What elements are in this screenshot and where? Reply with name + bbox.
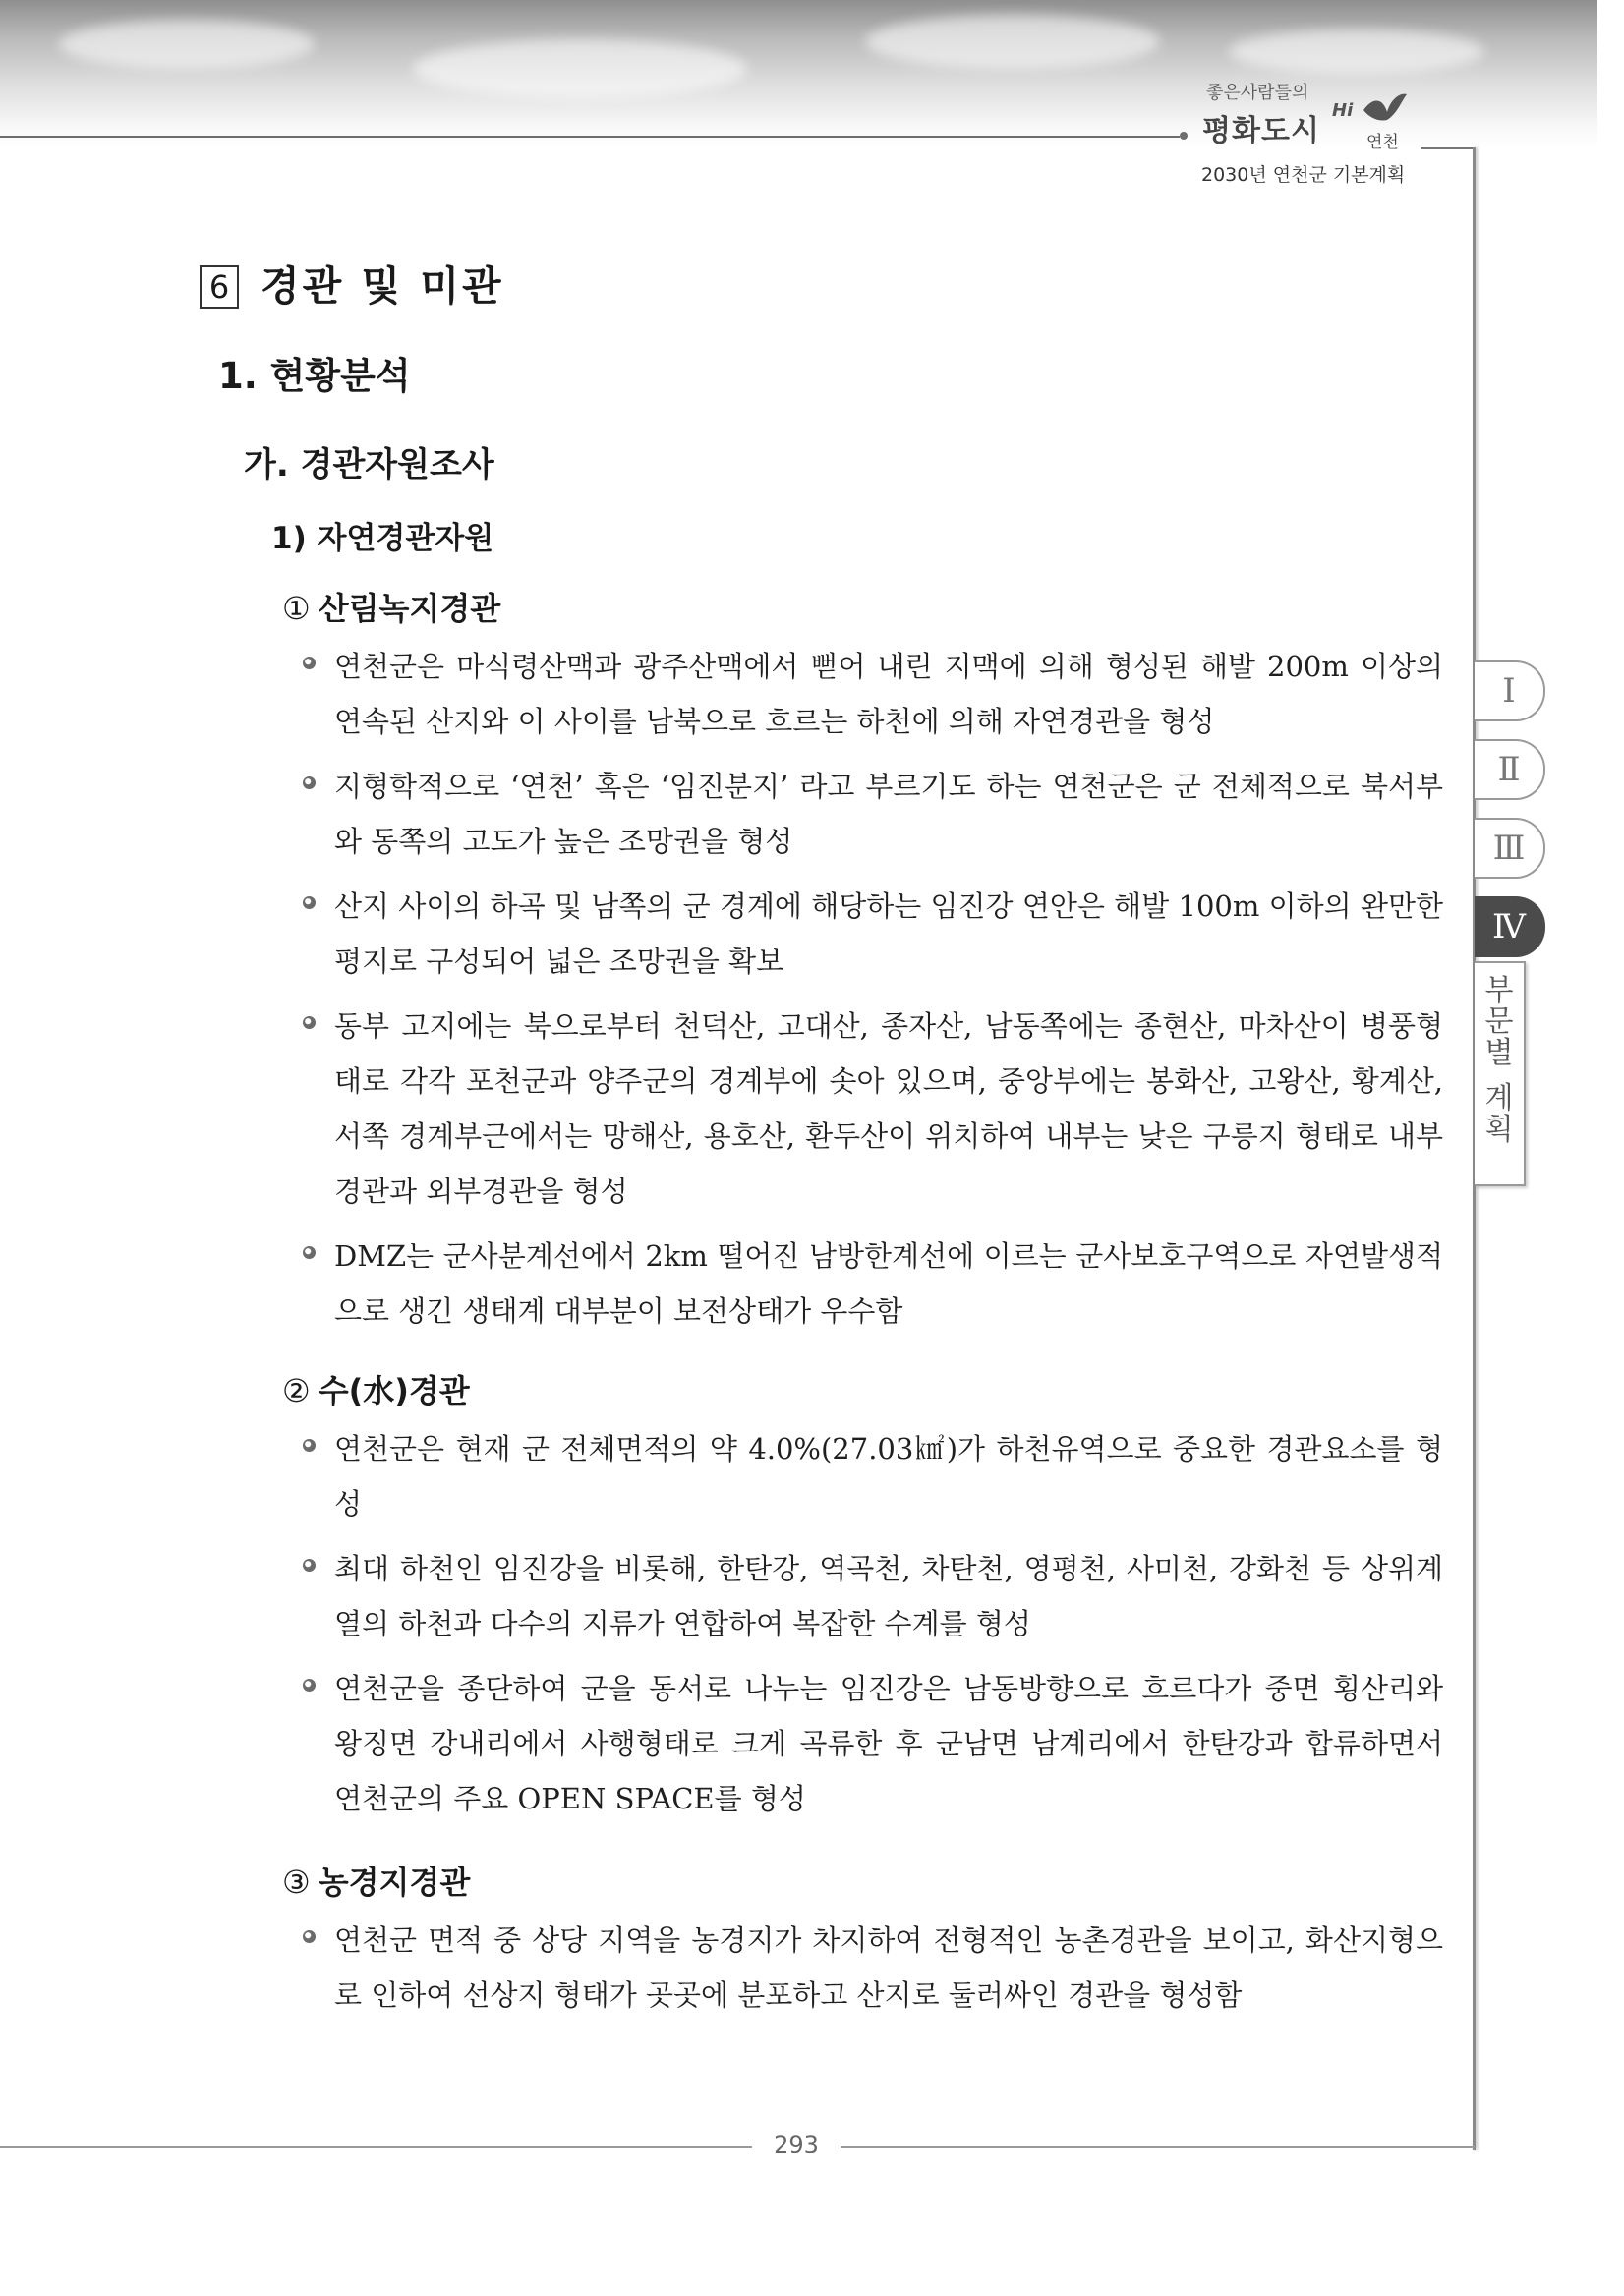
chapter-label-char: 계 bbox=[1484, 1081, 1514, 1116]
page-number: 293 bbox=[774, 2131, 819, 2158]
subsection-number: ② bbox=[282, 1372, 311, 1409]
city-logo bbox=[1194, 77, 1425, 155]
bullet-icon bbox=[303, 1559, 316, 1572]
section-number: 6 bbox=[200, 265, 239, 309]
subsection-title: 수(水)경관 bbox=[318, 1372, 470, 1409]
bullet-item bbox=[303, 1229, 1443, 1339]
bullet-icon bbox=[303, 776, 316, 789]
subsection-heading bbox=[282, 1366, 470, 1411]
subsection-title: 농경지경관 bbox=[318, 1864, 471, 1901]
footer-rule bbox=[841, 2146, 1475, 2148]
bullet-text: 산지 사이의 하곡 및 남쪽의 군 경계에 해당하는 임진강 연안은 해발 100m 이하의 완만한 평지로 구성되어 넓은 조망권을 확보 bbox=[334, 890, 1443, 978]
footer-rule bbox=[0, 2146, 752, 2148]
cloud-decoration bbox=[865, 15, 1160, 69]
bullet-text: 연천군은 현재 군 전체면적의 약 4.0%(27.03㎢)가 하천유역으로 중요한 경관요소를 형성 bbox=[334, 1432, 1443, 1521]
bullet-text: 연천군을 종단하여 군을 동서로 나누는 임진강은 남동방향으로 흐르다가 중면 횡산리와 왕징면 강내리에서 사행형태로 크게 곡류한 후 군남면 남계리에서 한탄강과 합류하면서 연천군의 주요 OPEN SPACE를 형성 bbox=[334, 1672, 1443, 1815]
chapter-tab-1[interactable]: Ⅰ bbox=[1475, 660, 1545, 721]
chapter-tab-4[interactable]: Ⅳ bbox=[1475, 896, 1545, 957]
chapter-label-char: 획 bbox=[1484, 1113, 1514, 1147]
cloud-decoration bbox=[413, 39, 747, 98]
bullet-item bbox=[303, 1541, 1443, 1651]
chapter-label-char: 별 bbox=[1484, 1036, 1514, 1070]
cloud-decoration bbox=[1229, 29, 1484, 74]
section-title: 경관 및 미관 bbox=[261, 262, 504, 310]
bullet-text: 최대 하천인 임진강을 비롯해, 한탄강, 역곡천, 차탄천, 영평천, 사미천, 강화천 등 상위계열의 하천과 다수의 지류가 연합하여 복잡한 수계를 형성 bbox=[334, 1552, 1443, 1640]
bullet-text: DMZ는 군사분계선에서 2km 떨어진 남방한계선에 이르는 군사보호구역으로 자연발생적으로 생긴 생태계 대부분이 보전상태가 우수함 bbox=[334, 1239, 1443, 1328]
chapter-label bbox=[1475, 961, 1526, 1186]
bullet-icon bbox=[303, 1930, 316, 1943]
bullet-icon bbox=[303, 896, 316, 909]
header-rule-dot bbox=[1180, 132, 1188, 140]
bullet-item bbox=[303, 879, 1443, 989]
subsection-heading bbox=[282, 584, 500, 629]
bullet-text: 동부 고지에는 북으로부터 천덕산, 고대산, 종자산, 남동쪽에는 종현산, 마차산이 병풍형태로 각각 포천군과 양주군의 경계부에 솟아 있으며, 중앙부에는 봉화산, 고왕산, 황계산, 서쪽 경계부근에서는 망해산, 용호산, 환두산이 위치하여 내부는 낮은 구릉지 형태로 내부경관과 외부경관을 형성 bbox=[334, 1009, 1443, 1208]
chapter-tab-3[interactable]: Ⅲ bbox=[1475, 818, 1545, 879]
bullet-item bbox=[303, 1661, 1443, 1826]
logo-slogan: 좋은사람들의 bbox=[1206, 83, 1309, 103]
bird-icon bbox=[1360, 88, 1409, 128]
logo-hi: Hi bbox=[1332, 100, 1354, 121]
subsection-heading bbox=[282, 1858, 470, 1903]
subsection-number: ① bbox=[282, 590, 311, 627]
frame-top-line bbox=[1421, 147, 1475, 149]
logo-peace-city: 평화도시 bbox=[1202, 114, 1320, 148]
chapter-label-char: 문 bbox=[1484, 1004, 1514, 1039]
header-rule bbox=[0, 136, 1180, 138]
bullet-icon bbox=[303, 657, 316, 669]
bullet-item bbox=[303, 1421, 1443, 1531]
bullet-item bbox=[303, 639, 1443, 749]
section-heading bbox=[200, 254, 504, 312]
bullet-icon bbox=[303, 1679, 316, 1692]
bullet-item bbox=[303, 1913, 1443, 2023]
bullet-item bbox=[303, 999, 1443, 1219]
bullet-text: 연천군 면적 중 상당 지역을 농경지가 차지하여 전형적인 농촌경관을 보이고, 화산지형으로 인하여 선상지 형태가 곳곳에 분포하고 산지로 둘러싸인 경관을 형성함 bbox=[334, 1923, 1443, 2012]
heading-level-1: 1. 현황분석 bbox=[218, 355, 411, 397]
bullet-icon bbox=[303, 1439, 316, 1452]
bullet-item bbox=[303, 759, 1443, 869]
subsection-title: 산림녹지경관 bbox=[318, 590, 501, 627]
chapter-tab-2[interactable]: Ⅱ bbox=[1475, 739, 1545, 800]
plan-title: 2030년 연천군 기본계획 bbox=[1201, 164, 1406, 186]
bullet-text: 지형학적으로 ‘연천’ 혹은 ‘임진분지’ 라고 부르기도 하는 연천군은 군 전체적으로 북서부와 동쪽의 고도가 높은 조망권을 형성 bbox=[334, 770, 1443, 858]
heading-level-3: 1) 자연경관자원 bbox=[271, 521, 494, 556]
chapter-label-char: 부 bbox=[1484, 973, 1514, 1007]
bullet-text: 연천군은 마식령산맥과 광주산맥에서 뻗어 내린 지맥에 의해 형성된 해발 200m 이상의 연속된 산지와 이 사이를 남북으로 흐르는 하천에 의해 자연경관을 형성 bbox=[334, 650, 1443, 738]
bullet-icon bbox=[303, 1246, 316, 1259]
cloud-decoration bbox=[59, 20, 315, 69]
bullet-icon bbox=[303, 1016, 316, 1029]
heading-level-2: 가. 경관자원조사 bbox=[244, 445, 494, 485]
logo-city-name: 연천 bbox=[1366, 133, 1399, 152]
subsection-number: ③ bbox=[282, 1864, 311, 1901]
